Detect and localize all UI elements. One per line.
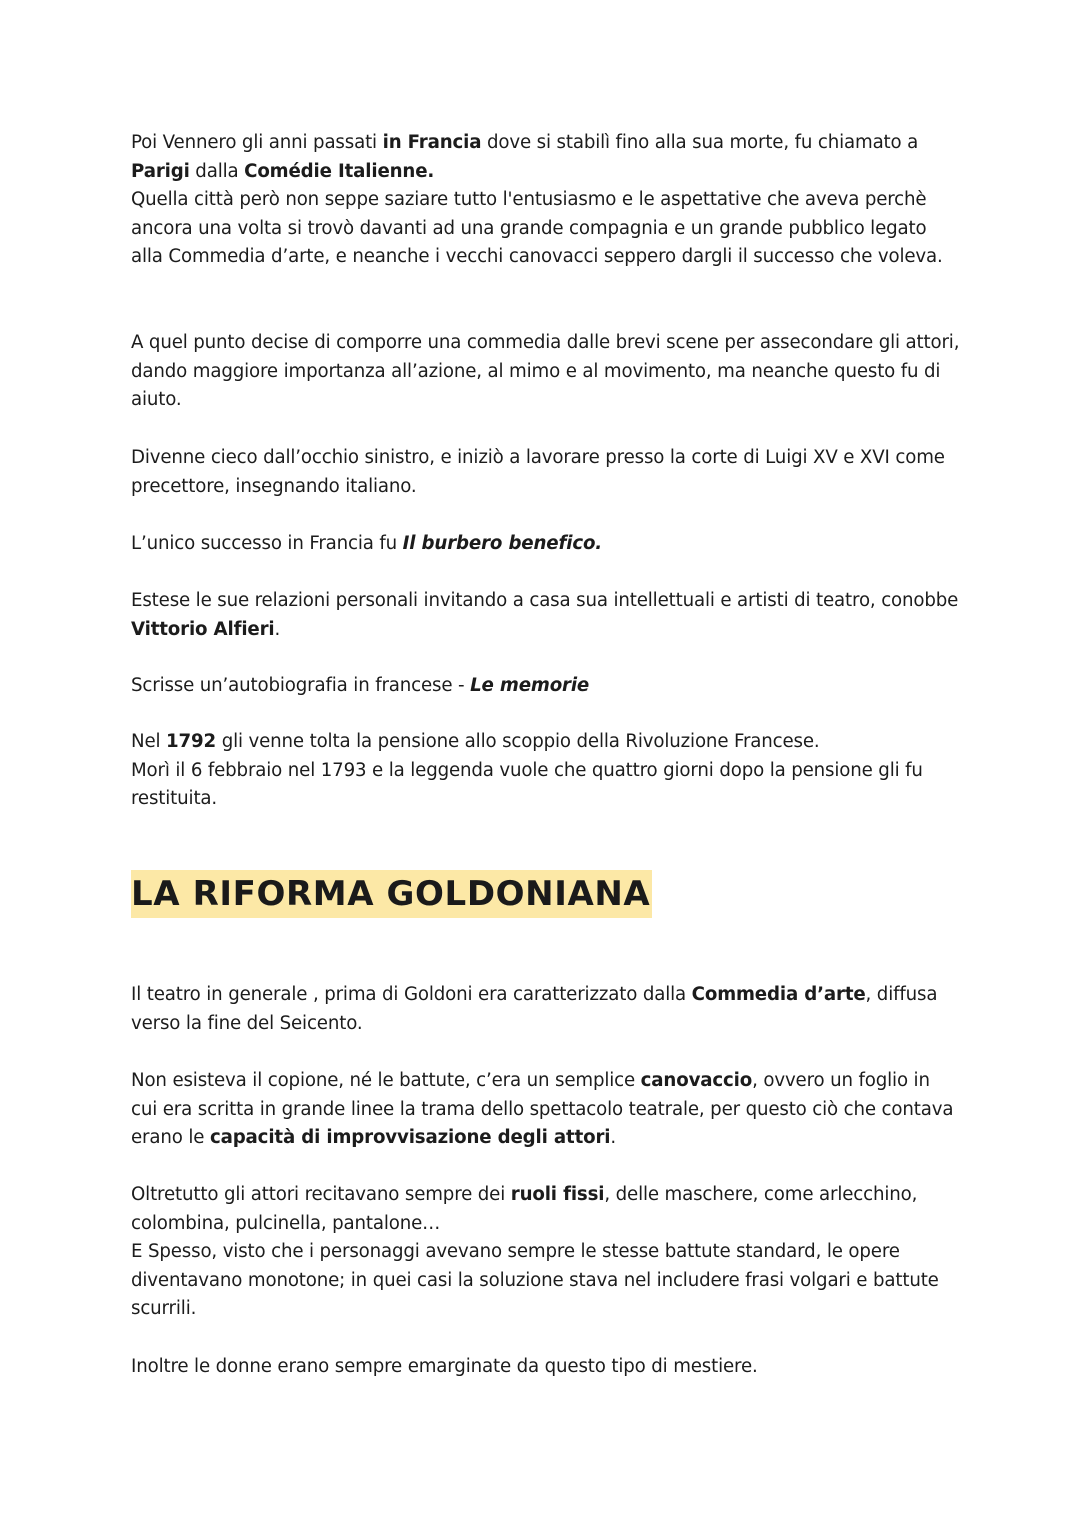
bold-comedie-italienne: Comédie Italienne.: [244, 160, 435, 182]
bold-ruoli-fissi: ruoli fissi: [510, 1184, 605, 1205]
text-run: Oltretutto gli attori recitavano sempre dei: [131, 1184, 511, 1205]
text-run: Quella città però non seppe saziare tutto l'entusiasmo e le aspettative che aveva perchè ancora una volta si trovò davanti ad una grande compagnia e un grande pubblico legato alla Commedia d’arte, e neanche i vecchi canovacci seppero dargli il successo che voleva.: [131, 189, 943, 268]
paragraph-commedia-brevi-scene: A quel punto decise di comporre una commedia dalle brevi scene per assecondare gli attori, dando maggiore importanza all’azione, al mimo e al movimento, ma neanche questo fu di aiuto.: [131, 332, 960, 411]
bold-canovaccio: canovaccio: [640, 1070, 753, 1091]
bold-improvvisazione: capacità di improvvisazione degli attori: [209, 1127, 611, 1149]
text-run: dalla: [189, 160, 245, 182]
section-heading: LA RIFORMA GOLDONIANA: [131, 870, 652, 918]
text-run: Estese le sue relazioni personali invitando a casa sua intellettuali e artisti di teatro, conobbe: [131, 590, 959, 611]
text-run: , diffusa verso la fine del Seicento.: [131, 984, 938, 1034]
bold-italic-title: Il burbero benefico.: [402, 533, 603, 554]
paragraph-unico-successo: [131, 530, 961, 559]
paragraph-autobiografia: [131, 672, 961, 701]
text-run: E Spesso, visto che i personaggi avevano sempre le stesse battute standard, le opere diventavano monotone; in quei casi la soluzione stava nel includere frasi volgari e battute scurrili.: [131, 1241, 939, 1320]
paragraph-cieco: Divenne cieco dall’occhio sinistro, e iniziò a lavorare presso la corte di Luigi XV e XVI come precettore, insegnando italiano.: [131, 447, 945, 497]
paragraph-donne: Inoltre le donne erano sempre emarginate da questo tipo di mestiere.: [131, 1356, 758, 1377]
text-run: .: [274, 618, 281, 640]
text-run: Il teatro in generale , prima di Goldoni era caratterizzato dalla: [131, 984, 692, 1005]
paragraph-relazioni: [131, 587, 961, 644]
section-heading-wrap: [131, 870, 652, 918]
text-run: L’unico successo in Francia fu: [131, 533, 403, 554]
text-run: Scrisse un’autobiografia in francese -: [131, 675, 471, 696]
text-run: Nel: [131, 731, 167, 752]
bold-italic-title: Le memorie: [470, 675, 590, 696]
text-run: .: [610, 1127, 616, 1149]
paragraph-copione: [131, 1067, 961, 1153]
bold-commedia-arte: Commedia d’arte: [691, 984, 866, 1005]
text-run: dove si stabilì fino alla sua morte, fu chiamato a: [481, 132, 919, 153]
bold-1792: 1792: [166, 731, 217, 752]
text-run: Non esisteva il copione, né le battute, c’era un semplice: [131, 1070, 641, 1091]
text-run: gli venne tolta la pensione allo scoppio della Rivoluzione Francese.: [216, 731, 820, 752]
paragraph-francia: [131, 129, 961, 272]
text-run: , ovvero un foglio in cui era scritta in grande linee la trama dello spettacolo teatrale, per questo ciò che contava erano le: [131, 1070, 954, 1149]
text-run: Poi Vennero gli anni passati: [131, 132, 383, 153]
bold-parigi: Parigi: [131, 160, 190, 182]
text-run: , delle maschere, come arlecchino, colombina, pulcinella, pantalone…: [131, 1184, 918, 1234]
paragraph-pensione: [131, 728, 961, 814]
text-run: Morì il 6 febbraio nel 1793 e la leggenda vuole che quattro giorni dopo la pensione gli fu restituita.: [131, 759, 923, 810]
bold-in-francia: in Francia: [382, 132, 482, 153]
paragraph-teatro-generale: [131, 981, 961, 1038]
paragraph-ruoli-fissi: [131, 1181, 961, 1324]
bold-vittorio-alfieri: Vittorio Alfieri: [131, 618, 275, 640]
